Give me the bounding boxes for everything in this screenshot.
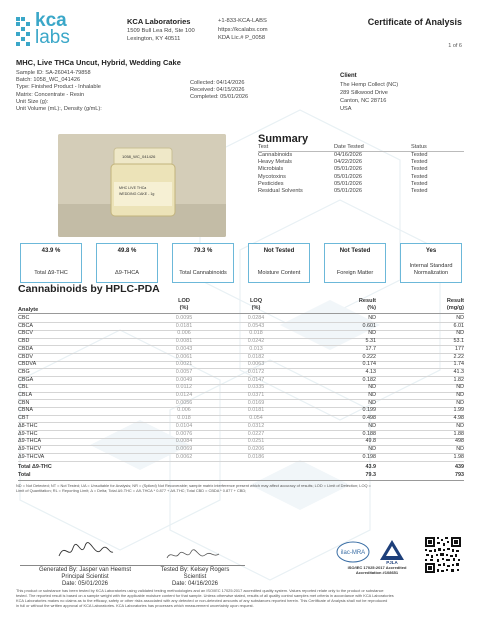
- result-mg: 1.74: [453, 361, 464, 368]
- result-mg: ND: [456, 330, 464, 337]
- summary-box-value: 49.8 %: [117, 248, 137, 254]
- summary-box: [248, 243, 310, 283]
- summary-box-label: Moisture Content: [257, 270, 301, 276]
- lod-value: 0.0112: [175, 384, 193, 391]
- lod-value: 0.006: [177, 330, 191, 337]
- result-pct: 0.182: [362, 376, 376, 383]
- analyte-name: Δ9-THCV: [18, 445, 42, 452]
- jar-label-line1: MHC LIVE THCa: [119, 186, 147, 190]
- signer-left-name: Generated By: Jasper van Heemst: [38, 567, 132, 573]
- iso-accreditation: [342, 565, 412, 575]
- summary-status: Tested: [411, 166, 428, 173]
- lod-value: 0.0043: [175, 345, 193, 352]
- summary-date: 04/22/2026: [334, 159, 362, 166]
- analyte-name: CBDVA: [18, 361, 37, 368]
- summary-status: Tested: [411, 152, 428, 158]
- table-notes: [16, 483, 466, 493]
- analyte-name: Δ9-THCVA: [18, 453, 45, 460]
- total-thc-pct: 43.9: [365, 464, 376, 470]
- total-thc-mg: 439: [455, 464, 464, 470]
- total-row: [18, 472, 464, 480]
- result-pct: 5.31: [365, 338, 376, 345]
- loq-value: 0.013: [249, 345, 263, 352]
- result-mg: 4.98: [453, 415, 464, 422]
- summary-box: [400, 243, 462, 283]
- lod-value: 0.0076: [175, 430, 193, 437]
- result-pct: 0.198: [362, 453, 376, 460]
- signer-left-date: Date: 05/01/2026: [61, 581, 109, 588]
- total-mg: 793: [455, 472, 464, 478]
- lod-value: 0.0181: [175, 322, 193, 329]
- loq-value: 0.0312: [247, 422, 265, 429]
- analyte-name: CBGA: [18, 376, 34, 383]
- ilac-mra-icon: [336, 541, 370, 563]
- col-result-pct: [336, 298, 376, 312]
- disclaimer: [16, 588, 466, 608]
- signer-right-date: Date: 04/16/2026: [171, 581, 219, 588]
- loq-value: 0.018: [249, 330, 263, 337]
- unit-volume: Unit Volume (mL):, Density (g/mL):: [16, 106, 102, 113]
- summary-box-value: Yes: [425, 248, 437, 254]
- lab-address: [127, 27, 195, 43]
- result-pct: 4.13: [365, 368, 376, 375]
- result-pct: ND: [368, 445, 376, 452]
- lod-value: 0.018: [177, 415, 191, 422]
- signer-left-title: Principal Scientist: [61, 574, 109, 581]
- summary-heading: Summary: [258, 133, 309, 145]
- signature-right: [165, 546, 221, 564]
- unit-size: Unit Size (g):: [16, 98, 49, 105]
- client-country: USA: [340, 106, 352, 112]
- result-pct: 0.174: [362, 361, 376, 368]
- kca-labs-logo: [16, 10, 126, 48]
- loq-value: 0.0371: [247, 392, 265, 398]
- result-pct: ND: [368, 392, 376, 398]
- analyte-name: CBDV: [18, 353, 33, 360]
- col-result-mg-unit: (mg/g): [446, 305, 464, 311]
- table-bottom-rule: [18, 480, 464, 481]
- ilac-label: ilac-MRA: [340, 550, 366, 556]
- loq-value: 0.0169: [247, 399, 265, 406]
- summary-box-label: Δ9-THCA: [115, 270, 139, 276]
- sample-id: Sample ID: SA-260414-79858: [16, 70, 91, 76]
- summary-box-label: Total Δ9-THC: [34, 270, 68, 276]
- client-name: The Hemp Collect (NC): [340, 82, 399, 88]
- summary-test: Heavy Metals: [258, 159, 292, 166]
- product-type: Type: Finished Product - Inhalable: [16, 84, 101, 91]
- result-mg: 177: [455, 345, 464, 352]
- logo-mark-icon: [16, 10, 126, 48]
- lod-value: 0.0056: [175, 399, 193, 406]
- notes-line2: Limit of Quantitation; RL = Reporting Limit; Δ = Delta; Total Δ9-THC = Δ9-THCA * 0.877 + Δ9-THC; Total CBD = CBDA * 0.877 + CBD;: [16, 488, 247, 494]
- analyte-name: CBG: [18, 368, 30, 375]
- summary-box: [20, 243, 82, 283]
- result-mg: 6.01: [453, 322, 464, 329]
- result-mg: 53.1: [453, 338, 464, 345]
- summary-date: 05/01/2026: [334, 173, 362, 180]
- result-mg: ND: [456, 445, 464, 452]
- result-pct: ND: [368, 315, 376, 321]
- summary-status: Tested: [411, 180, 428, 187]
- loq-value: 0.0251: [247, 438, 265, 445]
- summary-test: Pesticides: [258, 180, 284, 187]
- summary-box-label: Total Cannabinoids: [179, 270, 227, 276]
- result-mg: ND: [456, 399, 464, 406]
- summary-date: 05/01/2026: [334, 166, 362, 173]
- summary-box-value: 79.3 %: [193, 248, 213, 254]
- loq-value: 0.0181: [247, 407, 265, 414]
- summary-col-test: Test: [258, 144, 269, 150]
- col-loq-unit: (%): [251, 305, 261, 311]
- sample-details: [16, 70, 102, 113]
- lod-value: 0.0061: [175, 353, 193, 360]
- qr-code[interactable]: [424, 536, 462, 574]
- col-lod-unit: (%): [179, 305, 189, 311]
- result-mg: 2.22: [453, 353, 464, 360]
- client-street: 289 Silkwood Drive: [340, 90, 388, 96]
- analyte-name: Δ9-THC: [18, 430, 38, 437]
- cannabinoids-heading: Cannabinoids by HPLC-PDA: [18, 283, 160, 295]
- signature-left-rule: [20, 565, 150, 566]
- document-title: Certificate of Analysis: [367, 17, 462, 27]
- result-mg: ND: [456, 384, 464, 391]
- summary-box: [172, 243, 234, 283]
- result-pct: 0.199: [362, 407, 376, 414]
- col-lod-label: LOD: [178, 298, 190, 304]
- lab-address-line1: 1509 Bull Lea Rd, Ste 100: [127, 28, 195, 34]
- loq-value: 0.0227: [247, 430, 265, 437]
- completed-date: Completed: 05/01/2026: [190, 94, 249, 101]
- result-pct: 0.498: [362, 415, 376, 422]
- summary-box-value: 43.9 %: [41, 248, 61, 254]
- loq-value: 0.0206: [247, 445, 265, 452]
- summary-date: 05/01/2026: [334, 180, 362, 187]
- summary-status: Tested: [411, 173, 428, 180]
- lod-value: 0.006: [177, 407, 191, 414]
- disclaimer-line3: KCA Laboratories makes no claims as to the efficacy, safety or other risks associated with any detected or non-detected amounts of any substances reported herein. This Certificate of Analysis shall not be reproduced: [16, 598, 388, 603]
- matrix: Matrix: Concentrate - Resin: [16, 91, 85, 98]
- disclaimer-line4: in full or without the written approval of KCA Laboratories. KCA Laboratories has processes which measurement uncertainty upon request.: [16, 603, 254, 608]
- result-pct: 17.7: [365, 345, 376, 352]
- lod-value: 0.0084: [175, 438, 193, 445]
- lab-name: KCA Laboratories: [127, 17, 191, 26]
- analyte-name: CBCA: [18, 322, 33, 329]
- collected-date: Collected: 04/14/2026: [190, 80, 245, 86]
- client-city: Canton, NC 28716: [340, 98, 387, 104]
- analyte-name: CBDA: [18, 345, 33, 352]
- result-pct: 0.222: [362, 353, 376, 360]
- iso-line1: ISO/IEC 17025:2017 Accredited: [347, 565, 407, 570]
- result-mg: 1.82: [453, 376, 464, 383]
- table-header-rule: [18, 313, 464, 314]
- summary-col-date: Date Tested: [334, 144, 364, 150]
- summary-test: Residual Solvents: [258, 188, 303, 194]
- summary-box-label: Foreign Matter: [336, 270, 374, 276]
- analyte-name: CBC: [18, 315, 30, 321]
- result-mg: ND: [456, 422, 464, 429]
- logo-text-bottom: labs: [35, 27, 70, 48]
- result-mg: 1.99: [453, 407, 464, 414]
- loq-value: 0.0242: [247, 338, 265, 345]
- loq-value: 0.0284: [247, 315, 265, 321]
- summary-box-value: Not Tested: [339, 248, 371, 254]
- pjla-logo: [378, 538, 406, 564]
- summary-box-value: Not Tested: [263, 248, 295, 254]
- analyte-name: Δ9-THCA: [18, 438, 42, 445]
- lod-value: 0.0057: [175, 368, 193, 375]
- product-photo: [58, 134, 226, 237]
- analyte-name: CBN: [18, 399, 30, 406]
- summary-test: Microbials: [258, 166, 284, 173]
- client-details: [340, 81, 398, 113]
- disclaimer-line1: This product or substance has been tested by KCA Laboratories using validated testing methodologies and an ISO/IEC 17025:2017 accredited quality system. Values reported relate only to the product or substance: [16, 588, 384, 593]
- loq-value: 0.0186: [247, 453, 265, 460]
- client-heading: Client: [340, 73, 357, 79]
- row-divider: [18, 461, 464, 462]
- signature-right-icon: [165, 546, 221, 564]
- result-mg: 41.3: [453, 368, 464, 375]
- summary-date: 05/01/2026: [334, 188, 362, 194]
- result-pct: ND: [368, 384, 376, 391]
- analyte-name: CBL: [18, 384, 29, 391]
- col-analyte: Analyte: [18, 307, 39, 313]
- loq-value: 0.0543: [247, 322, 265, 329]
- col-result-pct-label: Result: [358, 298, 376, 304]
- sample-dates: [190, 80, 248, 102]
- result-mg: 1.88: [453, 430, 464, 437]
- analyte-name: Δ8-THC: [18, 422, 38, 429]
- loq-value: 0.0172: [247, 368, 265, 375]
- received-date: Received: 04/15/2026: [190, 87, 245, 94]
- result-pct: 49.8: [365, 438, 376, 445]
- signature-right-rule: [145, 565, 245, 566]
- lab-license: KDA Lic.# P_0058: [218, 35, 266, 41]
- result-pct: 0.188: [362, 430, 376, 437]
- col-loq: [236, 298, 276, 312]
- summary-test: Mycotoxins: [258, 173, 286, 180]
- ilac-mra-logo: [336, 541, 370, 563]
- lod-value: 0.0049: [175, 376, 193, 383]
- summary-box-label: Internal Standard Normalization: [409, 263, 453, 276]
- summary-box: [96, 243, 158, 283]
- result-mg: 498: [455, 438, 464, 445]
- col-lod: [164, 298, 204, 312]
- loq-value: 0.0063: [247, 361, 265, 368]
- logo-text-top: kca: [35, 10, 67, 31]
- loq-value: 0.0335: [247, 384, 265, 391]
- summary-box: [324, 243, 386, 283]
- lod-value: 0.0124: [175, 392, 193, 398]
- result-mg: ND: [456, 392, 464, 398]
- col-result-mg-label: Result: [446, 298, 464, 304]
- signer-right-title: Scientist: [183, 574, 207, 581]
- total-thc-label: Total Δ9-THC: [18, 464, 52, 470]
- result-mg: ND: [456, 315, 464, 321]
- iso-line2: Accreditation #108651: [355, 570, 399, 575]
- signer-right: [145, 567, 245, 589]
- total-label: Total: [18, 472, 31, 478]
- loq-value: 0.0147: [247, 376, 265, 383]
- analyte-name: CBLA: [18, 392, 33, 398]
- analyte-name: CBCV: [18, 330, 33, 337]
- result-pct: ND: [368, 399, 376, 406]
- result-mg: 1.98: [453, 453, 464, 460]
- loq-value: 0.054: [249, 415, 263, 422]
- qr-code-icon: [424, 536, 462, 574]
- loq-value: 0.0182: [247, 353, 265, 360]
- col-result-mg: [422, 298, 464, 312]
- disclaimer-line2: tested. The reported result is based on a sample weight with the applicable moisture content for that sample. Unless otherwise stated, results of all quality control samples met criteria in accordance with KCA Laboratories: [16, 593, 394, 598]
- signature-left-icon: [55, 540, 115, 562]
- summary-date: 04/16/2026: [334, 152, 362, 158]
- batch: Batch: 1058_WC_041426: [16, 77, 81, 84]
- summary-col-status: Status: [411, 144, 427, 150]
- summary-status: Tested: [411, 188, 428, 194]
- lab-website-link[interactable]: https://kcalabs.com: [218, 26, 268, 33]
- total-thc-row: [18, 464, 464, 472]
- signature-left: [55, 540, 115, 562]
- lod-value: 0.0081: [175, 338, 193, 345]
- lod-value: 0.0095: [175, 315, 193, 321]
- lod-value: 0.0104: [175, 422, 193, 429]
- summary-status: Tested: [411, 159, 428, 166]
- jar-lid-label: 1058_WC_041426: [122, 154, 156, 159]
- analyte-name: CBT: [18, 415, 29, 422]
- pjla-icon: [378, 538, 406, 564]
- notes-line1: ND = Not Detected; NT = Not Tested; UA = Unsuitable for Analysis; NR = (Spiked) Not Recoverable; sample matrix interference present which may affect accuracy of results; LOD = Limit of Detection; LOQ =: [16, 483, 371, 488]
- total-pct: 79.3: [365, 472, 376, 478]
- result-pct: ND: [368, 422, 376, 429]
- pjla-label: PJLA: [386, 560, 398, 564]
- jar-label-line2: WEDDING CAKE - 1g: [119, 192, 155, 196]
- result-pct: ND: [368, 330, 376, 337]
- signer-right-name: Tested By: Kelsey Rogers: [160, 567, 230, 573]
- signer-left: [20, 567, 150, 589]
- lab-phone: +1-833-KCA-LABS: [218, 18, 267, 24]
- lab-address-line2: Lexington, KY 40511: [127, 36, 181, 42]
- lod-value: 0.0062: [175, 453, 193, 460]
- page-number: 1 of 6: [448, 43, 462, 49]
- summary-test: Cannabinoids: [258, 152, 293, 158]
- lod-value: 0.0021: [175, 361, 193, 368]
- analyte-name: CBNA: [18, 407, 33, 414]
- col-loq-label: LOQ: [249, 298, 263, 304]
- result-pct: 0.601: [362, 322, 376, 329]
- analyte-name: CBD: [18, 338, 30, 345]
- lab-contact: [218, 17, 268, 43]
- product-title: MHC, Live THCa Uncut, Hybrid, Wedding Cake: [16, 58, 181, 67]
- col-result-pct-unit: (%): [367, 305, 376, 311]
- lod-value: 0.0069: [175, 445, 193, 452]
